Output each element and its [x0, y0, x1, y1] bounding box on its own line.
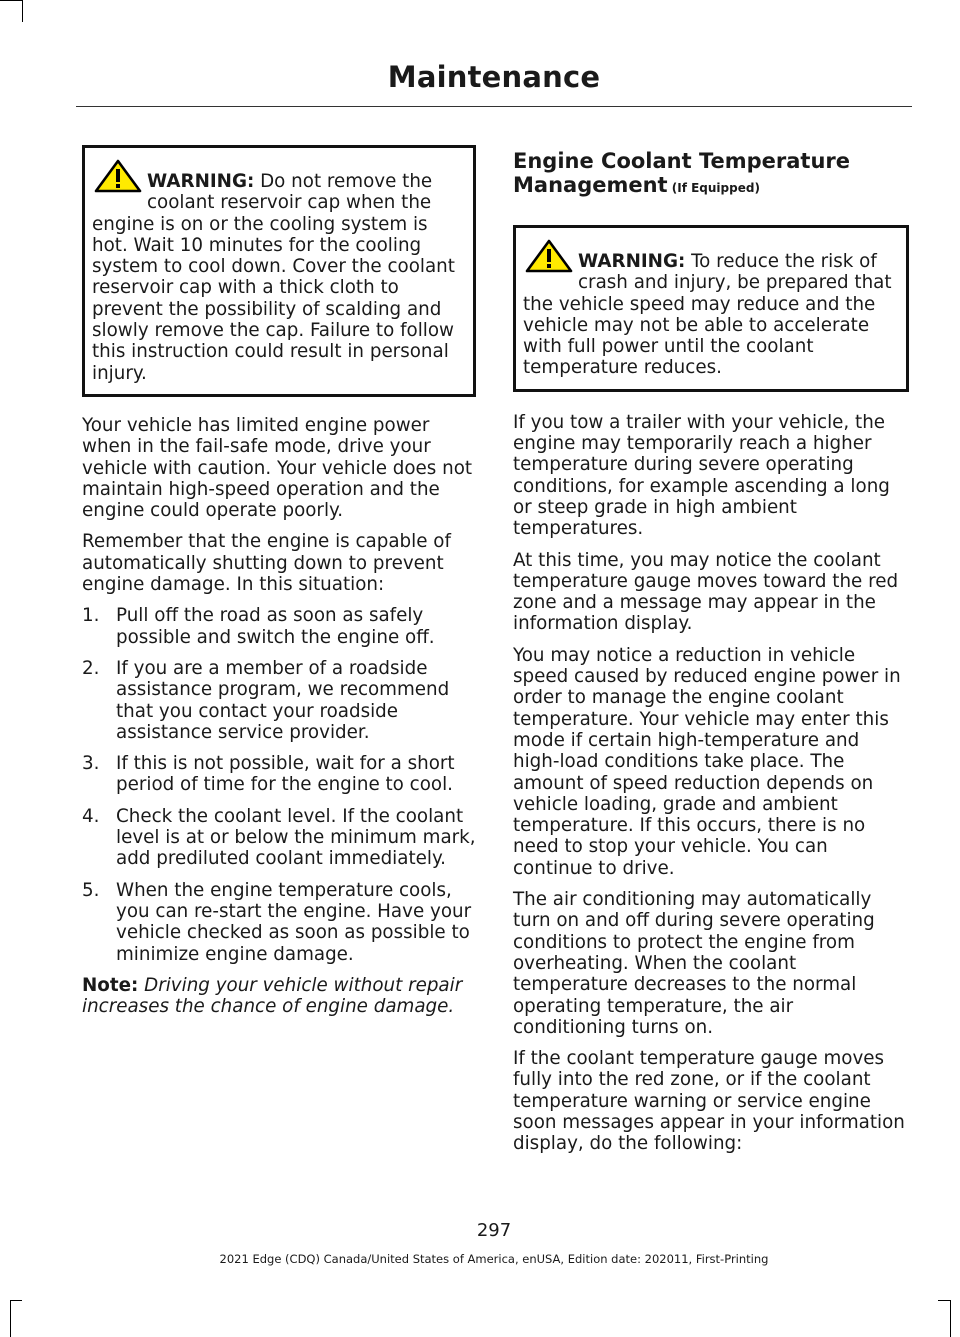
step-number: 3.	[82, 753, 100, 775]
crop-mark	[938, 1300, 950, 1301]
step-text: When the engine temperature cools, you can re-start the engine. Have your vehicle checked as soon as possible to minimize engine damage.	[116, 879, 472, 965]
note-text: Driving your vehicle without repair increases the chance of engine damage.	[82, 974, 463, 1018]
speed-reduction-paragraph: You may notice a reduction in vehicle speed caused by reduced engine power in order to manage the engine coolant temperature. Your vehicle may enter this mode if certain high-temperature and high-load conditions take place. The amount of speed reduction depends on vehicle loading, grade and ambient temperature. If this occurs, there is no need to stop your vehicle. You can continue to drive.	[513, 644, 901, 879]
right-column	[513, 145, 909, 1165]
step-text: If you are a member of a roadside assistance program, we recommend that you contact your roadside assistance service provider.	[116, 657, 450, 743]
section-suffix: (If Equipped)	[667, 181, 760, 195]
warning-paragraph	[92, 171, 466, 384]
step-number: 4.	[82, 805, 100, 827]
crop-mark	[0, 0, 22, 1]
towing-paragraph: If you tow a trailer with your vehicle, the engine may temporarily reach a higher temperature during severe operating conditions, for example ascending a long or steep grade in high ambient temperatures.	[513, 411, 890, 540]
section-title: Engine Coolant Temperature Management	[513, 149, 851, 197]
footer-edition-info: 2021 Edge (CDQ) Canada/United States of America, enUSA, Edition date: 202011, First-Printing	[219, 1252, 769, 1266]
step-text: If this is not possible, wait for a short period of time for the engine to cool.	[116, 753, 455, 796]
shutdown-paragraph: Remember that the engine is capable of automatically shutting down to prevent engine damage. In this situation:	[82, 531, 451, 596]
header-divider	[76, 106, 912, 107]
crop-mark	[950, 1300, 951, 1337]
note-label: Note:	[82, 974, 139, 996]
red-zone-paragraph: If the coolant temperature gauge moves fully into the red zone, or if the coolant temperature warning or service engine soon messages appear in your information display, do the following:	[513, 1048, 905, 1155]
warning-label: WARNING:	[147, 171, 255, 192]
crop-mark	[10, 1300, 11, 1337]
note-paragraph	[82, 975, 476, 1018]
gauge-paragraph: At this time, you may notice the coolant temperature gauge moves toward the red zone and a message may appear in the information display.	[513, 549, 899, 635]
speed-reduction-warning-box	[513, 225, 909, 392]
step-text: Check the coolant level. If the coolant level is at or below the minimum mark, add prediluted coolant immediately.	[116, 805, 476, 870]
page-title: Maintenance	[387, 60, 601, 94]
air-conditioning-paragraph: The air conditioning may automatically turn on and off during severe operating conditions to protect the engine from overheating. When the coolant temperature decreases to the normal operating temperature, the air conditioning turns on.	[513, 889, 875, 1038]
warning-triangle-icon	[94, 159, 142, 193]
warning-triangle-icon	[525, 239, 573, 273]
warning-label: WARNING:	[578, 251, 686, 272]
list-item	[82, 880, 476, 965]
crop-mark	[22, 0, 23, 22]
fail-safe-paragraph: Your vehicle has limited engine power when in the fail-safe mode, drive your vehicle with caution. Your vehicle does not maintain high-speed operation and the engine could operate poorly.	[82, 414, 473, 522]
crop-mark	[10, 1300, 22, 1301]
coolant-cap-warning-box	[82, 145, 476, 397]
list-item	[82, 605, 476, 648]
warning-paragraph	[523, 251, 899, 379]
list-item	[82, 658, 476, 743]
left-column	[82, 145, 476, 1027]
section-heading	[513, 149, 909, 200]
steps-list	[82, 605, 476, 964]
warning-text: To reduce the risk of crash and injury, be prepared that the vehicle speed may reduce and the vehicle may not be able to accelerate with full power until the coolant temperature reduces.	[523, 251, 892, 379]
step-text: Pull off the road as soon as safely possible and switch the engine off.	[116, 605, 435, 648]
list-item	[82, 806, 476, 870]
step-number: 2.	[82, 657, 100, 679]
warning-text: Do not remove the coolant reservoir cap when the engine is on or the cooling system is hot. Wait 10 minutes for the cooling system to cool down. Cover the coolant reservoir cap with a thick cloth to prevent the possibility of scalding and slowly remove the cap. Failure to follow this instruction could result in personal injury.	[92, 171, 455, 384]
step-number: 1.	[82, 605, 100, 627]
step-number: 5.	[82, 879, 100, 901]
page-number: 297	[476, 1220, 512, 1241]
list-item	[82, 753, 476, 796]
